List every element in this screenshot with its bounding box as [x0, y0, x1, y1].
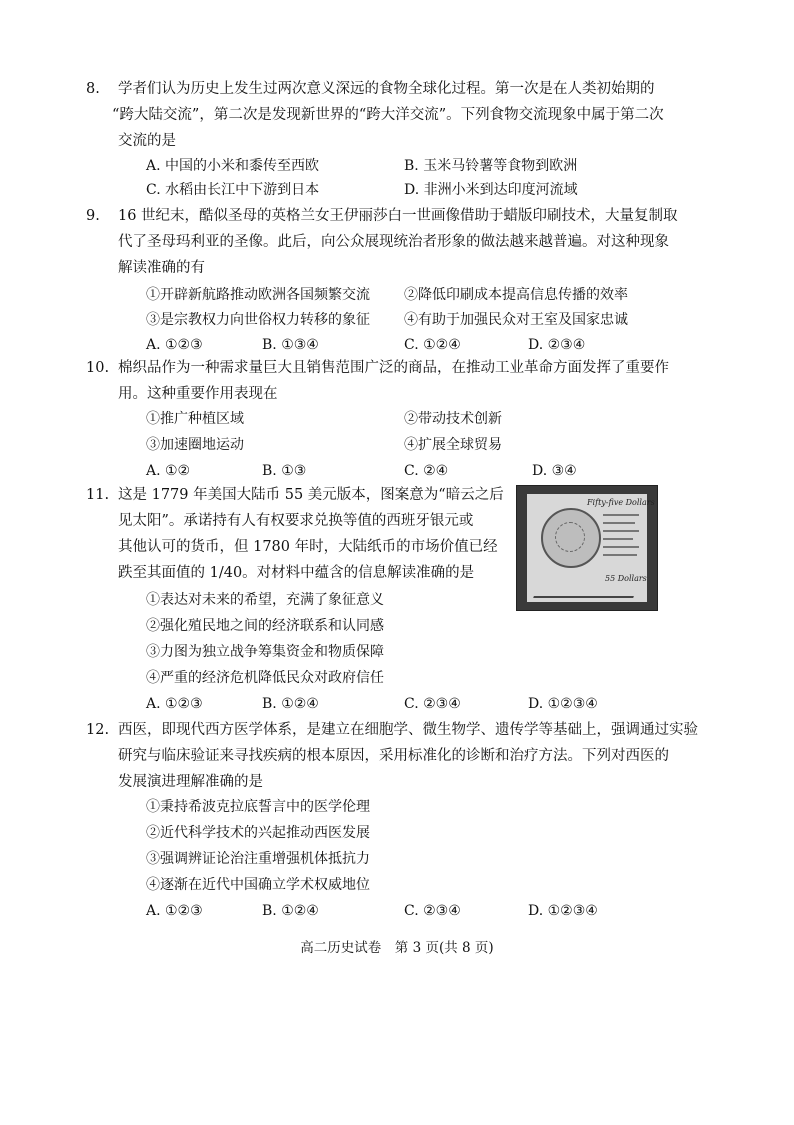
choice-a[interactable]: A. ①②③ [146, 903, 203, 919]
choice-d[interactable]: D. 非洲小米到达印度河流域 [404, 182, 578, 198]
question-stem-line: 学者们认为历史上发生过两次意义深远的食物全球化过程。第一次是在人类初始期的 [118, 81, 655, 97]
choice-d[interactable]: D. ①②③④ [528, 696, 598, 712]
question-number: 11. [86, 487, 110, 503]
choice-c[interactable]: C. ①②④ [404, 337, 461, 353]
question-stem-line: “跨大陆交流”，第二次是发现新世界的“跨大洋交流”。下列食物交流现象中属于第二次 [112, 107, 664, 123]
choice-c[interactable]: C. ②③④ [404, 696, 461, 712]
statement-1: ①推广种植区域 [146, 411, 244, 427]
question-stem-line: 解读准确的有 [118, 260, 205, 276]
statement-4: ④严重的经济危机降低民众对政府信任 [146, 670, 384, 686]
choice-a[interactable]: A. ①②③ [146, 337, 203, 353]
banknote-seal [541, 508, 601, 568]
question-stem-line: 跌至其面值的 1/40。对材料中蕴含的信息解读准确的是 [118, 565, 475, 581]
question-stem-line: 棉织品作为一种需求量巨大且销售范围广泛的商品，在推动工业革命方面发挥了重要作 [118, 360, 669, 376]
banknote-text-line [603, 546, 639, 548]
choice-d[interactable]: D. ②③④ [528, 337, 586, 353]
statement-1: ①开辟新航路推动欧洲各国频繁交流 [146, 287, 370, 303]
statement-3: ③加速圈地运动 [146, 437, 244, 453]
statement-2: ②近代科学技术的兴起推动西医发展 [146, 825, 370, 841]
statement-2: ②降低印刷成本提高信息传播的效率 [404, 287, 628, 303]
banknote-text-line [603, 538, 633, 540]
choice-a[interactable]: A. 中国的小米和黍传至西欧 [146, 158, 320, 174]
question-number: 10. [86, 360, 110, 376]
banknote-denomination: 55 Dollars [605, 574, 647, 583]
question-stem-line: 发展演进理解准确的是 [118, 774, 263, 790]
statement-1: ①表达对未来的希望，充满了象征意义 [146, 592, 384, 608]
banknote-text-line [603, 554, 637, 556]
question-stem-line: 西医，即现代西方医学体系，是建立在细胞学、微生物学、遗传学等基础上，强调通过实验 [118, 722, 698, 738]
statement-3: ③是宗教权力向世俗权力转移的象征 [146, 312, 370, 328]
question-stem-line: 见太阳”。承诺持有人有权要求兑换等值的西班牙银元或 [118, 513, 474, 529]
statement-3: ③力图为独立战争筹集资金和物质保障 [146, 644, 384, 660]
question-stem-line: 代了圣母玛利亚的圣像。此后，向公众展现统治者形象的做法越来越普遍。对这种现象 [118, 234, 669, 250]
statement-2: ②带动技术创新 [404, 411, 502, 427]
banknote-text-line [603, 514, 639, 516]
question-stem-line: 这是 1779 年美国大陆币 55 美元版本，图案意为“暗云之后 [118, 487, 504, 503]
question-number: 9. [86, 208, 100, 224]
banknote-text-line [603, 530, 639, 532]
question-stem-line: 其他认可的货币，但 1780 年时，大陆纸币的市场价值已经 [118, 539, 498, 555]
choice-a[interactable]: A. ①② [146, 463, 191, 479]
choice-c[interactable]: C. 水稻由长江中下游到日本 [146, 182, 320, 198]
statement-4: ④有助于加强民众对王室及国家忠诚 [404, 312, 628, 328]
choice-d[interactable]: D. ①②③④ [528, 903, 598, 919]
choice-b[interactable]: B. 玉米马铃薯等食物到欧洲 [404, 158, 578, 174]
statement-4: ④逐渐在近代中国确立学术权威地位 [146, 877, 370, 893]
banknote-face [527, 494, 655, 602]
choice-a[interactable]: A. ①②③ [146, 696, 203, 712]
choice-b[interactable]: B. ①②④ [262, 696, 319, 712]
banknote-signature [533, 588, 637, 598]
choice-b[interactable]: B. ①③ [262, 463, 307, 479]
statement-1: ①秉持希波克拉底誓言中的医学伦理 [146, 799, 370, 815]
question-number: 12. [86, 722, 110, 738]
choice-c[interactable]: C. ②③④ [404, 903, 461, 919]
question-stem-line: 交流的是 [118, 133, 176, 149]
question-number: 8. [86, 81, 100, 97]
choice-b[interactable]: B. ①③④ [262, 337, 319, 353]
choice-c[interactable]: C. ②④ [404, 463, 449, 479]
question-stem-line: 16 世纪末，酷似圣母的英格兰女王伊丽莎白一世画像借助于蜡版印刷技术，大量复制取 [118, 208, 678, 224]
question-stem-line: 研究与临床验证来寻找疾病的根本原因，采用标准化的诊断和治疗方法。下列对西医的 [118, 748, 669, 764]
page-footer: 高二历史试卷 第 3 页(共 8 页) [300, 940, 494, 956]
choice-b[interactable]: B. ①②④ [262, 903, 319, 919]
statement-2: ②强化殖民地之间的经济联系和认同感 [146, 618, 384, 634]
continental-currency-image [516, 485, 658, 611]
banknote-header: Fifty-five Dollars [587, 498, 655, 507]
statement-4: ④扩展全球贸易 [404, 437, 502, 453]
question-stem-line: 用。这种重要作用表现在 [118, 386, 278, 402]
statement-3: ③强调辨证论治注重增强机体抵抗力 [146, 851, 370, 867]
banknote-text-line [603, 522, 635, 524]
choice-d[interactable]: D. ③④ [532, 463, 577, 479]
